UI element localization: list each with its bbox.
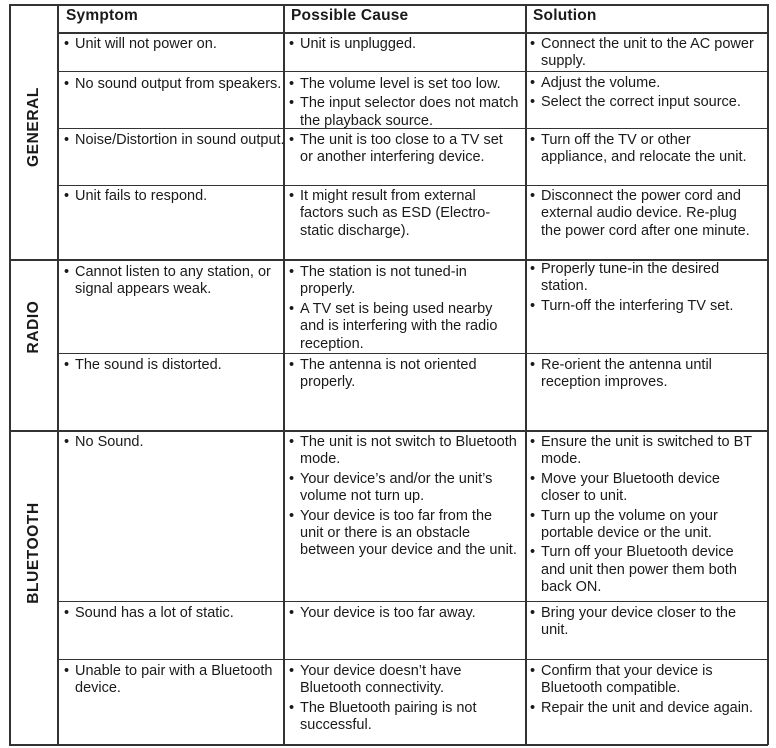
cause-item: • It might result from external factors such as ESD (Electro-static discharge). — [289, 188, 519, 240]
solution-cell — [530, 434, 760, 599]
solution-cell — [530, 132, 760, 169]
solution-cell — [530, 75, 760, 114]
cause-cell — [289, 264, 519, 355]
solution-item: • Select the correct input source. — [530, 94, 760, 111]
table-border-left — [9, 4, 11, 745]
solution-item: • Disconnect the power cord and external audio device. Re-plug the power cord after one minute. — [530, 188, 760, 240]
cause-item: • The antenna is not oriented properly. — [289, 357, 519, 392]
troubleshooting-table: Symptom Possible Cause Solution GENERAL RADIO BLUETOOTH • Unit will not power on. • Unit is unplugged. • Connect the unit to the AC power supply. • No sound output from speakers. • The volume level is set too low. • The input selector does not match the playback source. • Adjust the volume. • Select the correct input source. • Noise/Distortion in sound output. • The unit is too close to a TV set or another interfering device. • Turn off the TV or other appliance, and relocate the unit. • Unit fails to respond. • It might result from external factors such as ESD (Electro-static discharge). • Disconnect the power cord and external audio device. Re-plug the power cord after one minute. • Cannot listen to any station, or signal appears weak. • The station is not tuned-in properly. • A TV set is being used nearby and is interfering with the radio reception. • Properly tune-in the desired station. • Turn-off the interfering TV set. • The sound is distorted. • The antenna is not oriented properly. • Re-orient the antenna until reception improves. • No Sound. • The unit is not switch to Bluetooth mode. • Your device’s and/or the unit’s volume not turn up. • Your device is too far from the unit or there is an obstacle between your device and the unit. • Ensure the unit is switched to BT mode. • Move your Bluetooth device closer to unit. • Turn up the volume on your portable device or the unit. • Turn off your Bluetooth device and unit then power them both back ON. • Sound has a lot of static. • Your device is too far away. • Bring your device closer to the unit. • Unable to pair with a Bluetooth device. • Your device doesn’t have Bluetooth connectivity. • The Bluetooth pairing is not successful. • Confirm that your device is Bluetooth compatible. • Repair the unit and device again. — [0, 0, 776, 748]
cause-cell — [289, 76, 519, 132]
cause-item: • The unit is too close to a TV set or another interfering device. — [289, 132, 519, 167]
symptom-cell — [64, 76, 294, 95]
solution-item: • Move your Bluetooth device closer to unit. — [530, 471, 760, 506]
symptom-cell — [64, 663, 294, 700]
cause-cell — [289, 357, 519, 394]
symptom-cell — [64, 264, 294, 301]
row-line — [57, 185, 768, 186]
header-possible-cause: Possible Cause — [291, 7, 409, 24]
cause-item: • The unit is not switch to Bluetooth mode. — [289, 434, 519, 469]
solution-item: • Turn-off the interfering TV set. — [530, 298, 760, 315]
section-line — [9, 430, 768, 432]
header-solution: Solution — [533, 7, 597, 24]
symptom-item: • Sound has a lot of static. — [64, 605, 294, 622]
symptom-item: • No Sound. — [64, 434, 294, 451]
solution-cell — [530, 357, 760, 394]
cause-item: • The volume level is set too low. — [289, 76, 519, 93]
table-divider-solution — [525, 4, 527, 745]
header-bottom-line — [57, 32, 768, 34]
cause-item: • Your device is too far from the unit or there is an obstacle between your device and the unit. — [289, 508, 519, 560]
cause-cell — [289, 434, 519, 562]
solution-item: • Confirm that your device is Bluetooth compatible. — [530, 663, 760, 698]
cause-item: • Your device doesn’t have Bluetooth connectivity. — [289, 663, 519, 698]
table-border-right — [767, 4, 769, 745]
symptom-item: • Cannot listen to any station, or signal appears weak. — [64, 264, 294, 299]
symptom-item: • Unable to pair with a Bluetooth device. — [64, 663, 294, 698]
cause-cell — [289, 663, 519, 737]
cause-cell — [289, 188, 519, 242]
row-line — [57, 601, 768, 602]
solution-cell — [530, 261, 760, 317]
cause-item: • Your device is too far away. — [289, 605, 519, 622]
row-line — [57, 659, 768, 660]
solution-cell — [530, 36, 760, 73]
symptom-item: • Unit will not power on. — [64, 36, 294, 53]
solution-item: • Ensure the unit is switched to BT mode. — [530, 434, 760, 469]
symptom-item: • Unit fails to respond. — [64, 188, 294, 205]
header-symptom: Symptom — [66, 7, 139, 24]
symptom-item: • The sound is distorted. — [64, 357, 294, 374]
solution-item: • Bring your device closer to the unit. — [530, 605, 760, 640]
solution-cell — [530, 605, 760, 642]
symptom-cell — [64, 188, 294, 207]
table-divider-section — [57, 4, 59, 745]
cause-item: • The input selector does not match the playback source. — [289, 95, 519, 130]
cause-item: • The Bluetooth pairing is not successful. — [289, 700, 519, 735]
symptom-cell — [64, 434, 294, 453]
solution-item: • Properly tune-in the desired station. — [530, 261, 760, 296]
symptom-item: • Noise/Distortion in sound output. — [64, 132, 294, 149]
cause-item: • Unit is unplugged. — [289, 36, 519, 53]
solution-cell — [530, 663, 760, 719]
solution-item: • Turn off the TV or other appliance, and relocate the unit. — [530, 132, 760, 167]
cause-item: • A TV set is being used nearby and is interfering with the radio reception. — [289, 301, 519, 353]
solution-item: • Re-orient the antenna until reception improves. — [530, 357, 760, 392]
symptom-cell — [64, 36, 294, 55]
solution-item: • Connect the unit to the AC power supply. — [530, 36, 760, 71]
solution-item: • Turn off your Bluetooth device and unit then power them both back ON. — [530, 544, 760, 596]
symptom-cell — [64, 357, 294, 376]
table-border-top — [9, 4, 768, 6]
cause-item: • Your device’s and/or the unit’s volume not turn up. — [289, 471, 519, 506]
symptom-item: • No sound output from speakers. — [64, 76, 294, 93]
cause-cell — [289, 36, 519, 55]
cause-cell — [289, 605, 519, 624]
cause-item: • The station is not tuned-in properly. — [289, 264, 519, 299]
solution-cell — [530, 188, 760, 242]
solution-item: • Repair the unit and device again. — [530, 700, 760, 717]
symptom-cell — [64, 132, 294, 151]
symptom-cell — [64, 605, 294, 624]
solution-item: • Turn up the volume on your portable device or the unit. — [530, 508, 760, 543]
solution-item: • Adjust the volume. — [530, 75, 760, 92]
table-border-bottom — [9, 744, 768, 746]
cause-cell — [289, 132, 519, 169]
